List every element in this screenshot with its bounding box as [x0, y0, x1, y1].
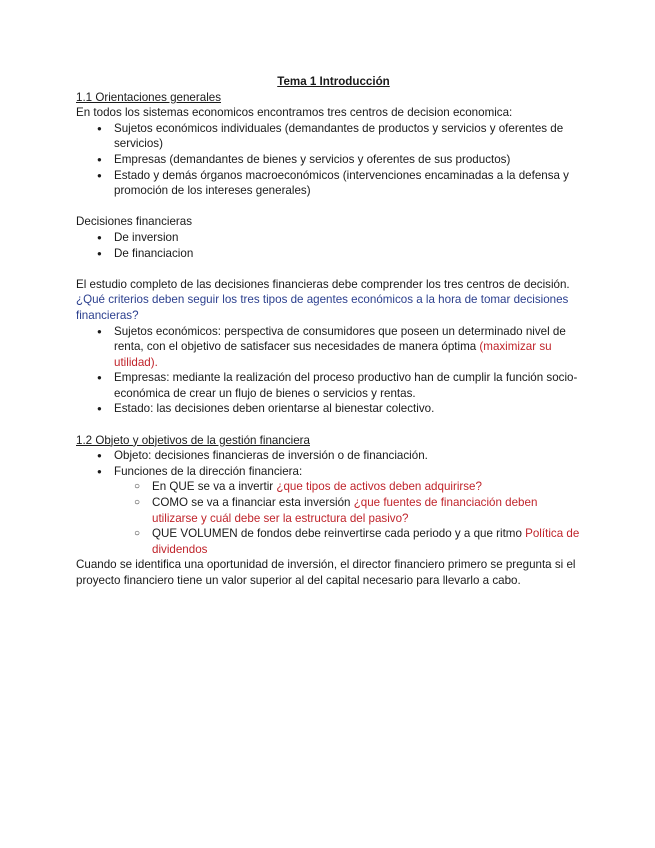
list-item-highlight: (maximizar su utilidad). — [114, 340, 552, 369]
list-item: ● Empresas (demandantes de bienes y servicios y oferentes de sus productos) — [76, 152, 585, 168]
list-item — [76, 324, 585, 371]
spacer — [76, 417, 585, 433]
sublist-item-text: COMO se va a financiar esta inversión — [152, 496, 354, 510]
list-item — [76, 401, 585, 417]
list-item-text: Sujetos económicos: perspectiva de consumidores que poseen un determinado nivel de renta, con el objetivo de satisfacer sus necesidades de manera óptima — [114, 324, 566, 354]
list-item: ● Objeto: decisiones financieras de inversión o de financiación. — [76, 448, 585, 464]
sublist-item-highlight: ¿que fuentes de financiación deben utilizarse y cuál debe ser la estructura del pasivo? — [152, 496, 538, 525]
criterios-list — [76, 324, 585, 418]
spacer — [76, 199, 585, 215]
page-title: Tema 1 Introducción — [277, 75, 390, 88]
objeto-list — [76, 448, 585, 479]
sublist-item — [76, 526, 585, 557]
funciones-sublist — [76, 479, 585, 557]
section-heading-1-2: 1.2 Objeto y objetivos de la gestión financiera — [76, 433, 310, 447]
sublist-item-text: En QUE se va a invertir — [152, 480, 277, 494]
decisiones-list — [76, 230, 585, 261]
spacer — [76, 261, 585, 277]
list-item-text: Estado: las decisiones deben orientarse al bienestar colectivo. — [114, 402, 435, 416]
estudio-question: ¿Qué criterios deben seguir los tres tipos de agentes económicos a la hora de tomar decisiones financieras? — [76, 293, 569, 322]
closing-paragraph: Cuando se identifica una oportunidad de inversión, el director financiero primero se pregunta si el proyecto financiero tiene un valor superior al del capital necesario para llevarlo a cabo. — [76, 558, 576, 587]
list-item: ● Sujetos económicos individuales (demandantes de productos y servicios y oferentes de servicios) — [76, 121, 585, 152]
list-item: ● De financiacion — [76, 246, 585, 262]
section-1-1-intro: En todos los sistemas economicos encontramos tres centros de decision economica: — [76, 106, 513, 120]
list-item: ● Funciones de la dirección financiera: — [76, 464, 585, 480]
sublist-item-highlight: Política de dividendos — [152, 527, 580, 556]
centros-list — [76, 121, 585, 199]
section-heading-1-1: 1.1 Orientaciones generales — [76, 90, 222, 104]
list-item — [76, 370, 585, 401]
decisiones-label: Decisiones financieras — [76, 215, 192, 229]
sublist-item-text: QUE VOLUMEN de fondos debe reinvertirse cada periodo y a que ritmo — [152, 527, 526, 541]
estudio-paragraph — [76, 277, 585, 324]
list-item: ● De inversion — [76, 230, 585, 246]
sublist-item — [76, 495, 585, 526]
estudio-text: El estudio completo de las decisiones financieras debe comprender los tres centros de decisión. — [76, 277, 570, 291]
list-item-text: Empresas: mediante la realización del proceso productivo han de cumplir la función socio-económica de crear un flujo de bienes o servicios y rentas. — [114, 371, 578, 400]
sublist-item — [76, 479, 585, 495]
list-item: ● Estado y demás órganos macroeconómicos (intervenciones encaminadas a la defensa y promoción de los intereses generales) — [76, 168, 585, 199]
sublist-item-highlight: ¿que tipos de activos deben adquirirse? — [276, 480, 482, 494]
